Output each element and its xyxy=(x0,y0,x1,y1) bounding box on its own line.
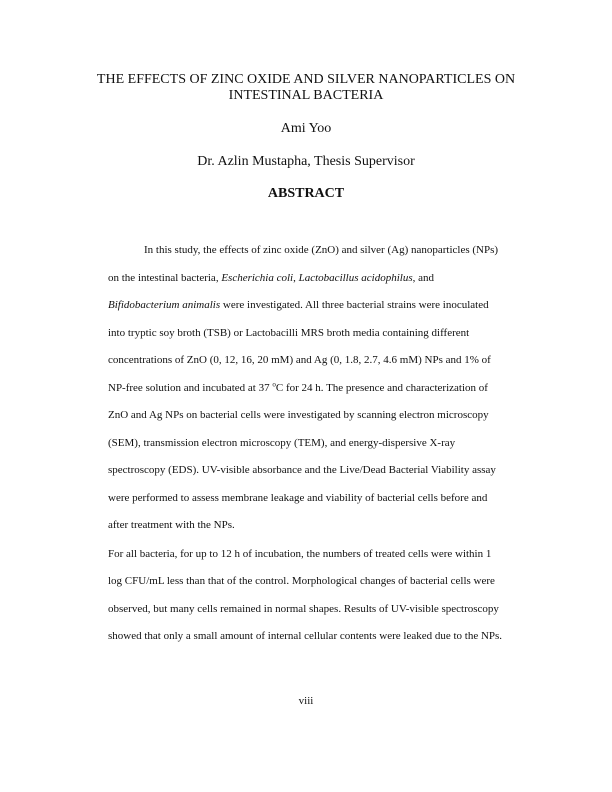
species-name: Lactobacillus acidophilus xyxy=(298,271,413,284)
paragraph-line: observed, but many cells remained in normal shapes. Results of UV-visible spectroscopy xyxy=(108,602,499,615)
paragraph-line: log CFU/mL less than that of the control. Morphological changes of bacterial cells were xyxy=(108,575,495,587)
thesis-title: THE EFFECTS OF ZINC OXIDE AND SILVER NANOPARTICLES ON INTESTINAL BACTERIA xyxy=(96,72,516,103)
page-number: viii xyxy=(298,695,314,707)
paragraph-line: ZnO and Ag NPs on bacterial cells were investigated by scanning electron microscopy xyxy=(108,409,489,421)
paragraph-line: In this study, the effects of zinc oxide (ZnO) and silver (Ag) nanoparticles (NPs) xyxy=(144,244,499,256)
author-name: Ami Yoo xyxy=(280,121,332,136)
paragraph-line: after treatment with the NPs. xyxy=(108,519,235,531)
species-name: Bifidobacterium animalis xyxy=(108,299,221,311)
species-name: Escherichia coli xyxy=(221,271,294,284)
paragraph-line: concentrations of ZnO (0, 12, 16, 20 mM) and Ag (0, 1.8, 2.7, 4.6 mM) NPs and 1% of xyxy=(108,354,491,366)
paragraph-line: into tryptic soy broth (TSB) or Lactobacilli MRS broth media containing different xyxy=(108,326,470,339)
paragraph-line: were performed to assess membrane leakage and viability of bacterial cells before and xyxy=(108,491,488,504)
paragraph-line: spectroscopy (EDS). UV-visible absorbance and the Live/Dead Bacterial Viability assay xyxy=(108,464,496,476)
thesis-supervisor: Dr. Azlin Mustapha, Thesis Supervisor xyxy=(197,154,415,169)
paragraph-line: (SEM), transmission electron microscopy (TEM), and energy-dispersive X-ray xyxy=(108,436,456,449)
paragraph-line: For all bacteria, for up to 12 h of incubation, the numbers of treated cells were within 1 xyxy=(108,547,492,560)
paragraph-line: NP-free solution and incubated at 37 $^o$C for 24 h. The presence and characterization of xyxy=(108,379,488,394)
degree-superscript: o xyxy=(272,379,276,388)
abstract-body xyxy=(108,237,528,651)
paragraph-line: on the intestinal bacteria, Escherichia coli, Lactobacillus acidophilus, and xyxy=(108,271,434,284)
paragraph-line: Bifidobacterium animalis were investigated. All three bacterial strains were inoculated xyxy=(108,299,489,311)
abstract-heading: ABSTRACT xyxy=(267,186,345,201)
paragraph-line: showed that only a small amount of internal cellular contents were leaked due to the NPs. xyxy=(108,630,503,642)
